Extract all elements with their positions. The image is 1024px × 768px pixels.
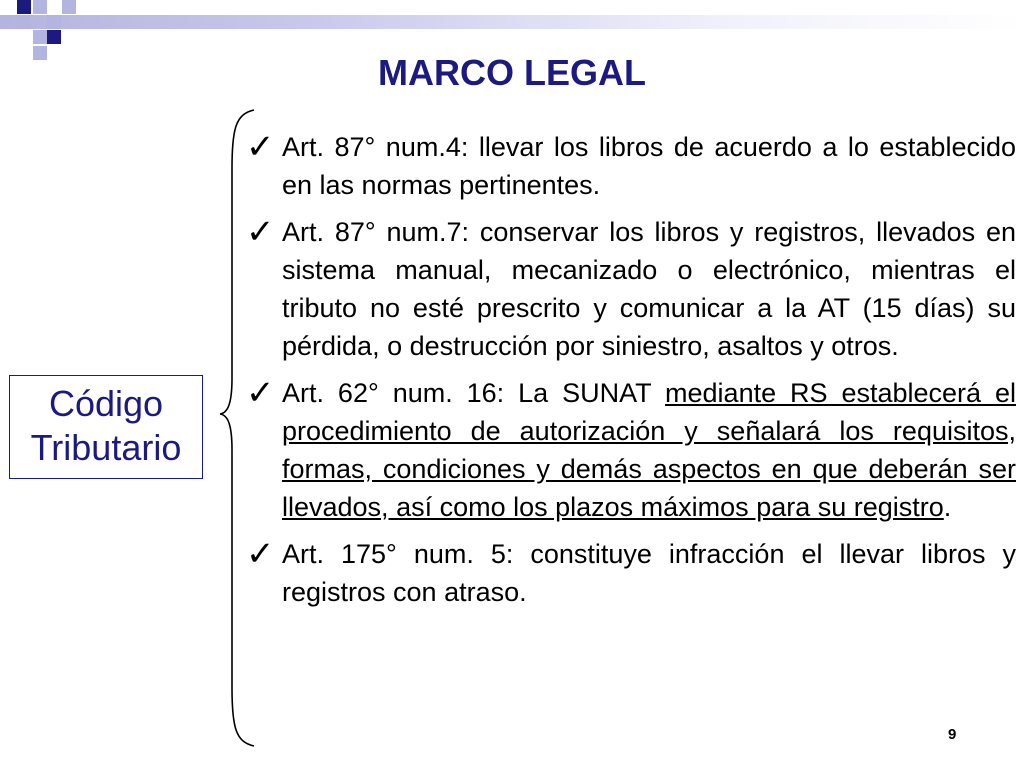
decor-square-light: [47, 15, 61, 29]
item-text: Art. 87° num.7: conservar los libros y registros, llevados en sistema manual, mecanizado o electrónico, mientras el tributo no esté prescrito y comunicar a la AT (15 días) su pérdida, o destrucción por siniestro, asaltos y otros.: [282, 217, 1016, 361]
item-text-before: Art. 62° num. 16: La SUNAT: [282, 378, 666, 408]
decor-square-dark: [17, 0, 31, 14]
slide-title: [0, 52, 1024, 94]
checkmark-icon: ✓: [246, 535, 275, 573]
box-label-line2: Tributario: [30, 427, 182, 468]
header-gradient-bar: [0, 15, 1024, 29]
list-item: [246, 535, 1016, 611]
item-text: Art. 87° num.4: llevar los libros de acuerdo a lo establecido en las normas pertinentes.: [282, 132, 1016, 200]
decor-square-light: [17, 15, 31, 29]
checkmark-icon: ✓: [246, 128, 275, 166]
item-text-underlined: mediante RS establecerá el procedimiento de autorización y señalará los requisitos, formas, condiciones y demás aspectos en que deberán ser llevados, así como los plazos máximos para su registro: [282, 378, 1017, 522]
decor-square-dark: [62, 0, 76, 14]
article-list: [246, 128, 1016, 620]
item-text-after: .: [943, 492, 952, 522]
list-item: [246, 128, 1016, 204]
decor-square-light: [33, 0, 47, 14]
slide-title-text: MARCO LEGAL: [378, 52, 646, 93]
item-text: Art. 175° num. 5: constituye infracción el llevar libros y registros con atraso.: [282, 539, 1016, 607]
page-number: 9: [948, 726, 957, 743]
box-label-line1: Código: [48, 383, 164, 424]
decor-square-dark: [47, 30, 61, 44]
decor-square-light: [33, 30, 47, 44]
list-item: [246, 213, 1016, 365]
codigo-tributario-box: [9, 375, 203, 479]
list-item: [246, 374, 1016, 526]
checkmark-icon: ✓: [246, 213, 275, 251]
checkmark-icon: ✓: [246, 374, 275, 412]
